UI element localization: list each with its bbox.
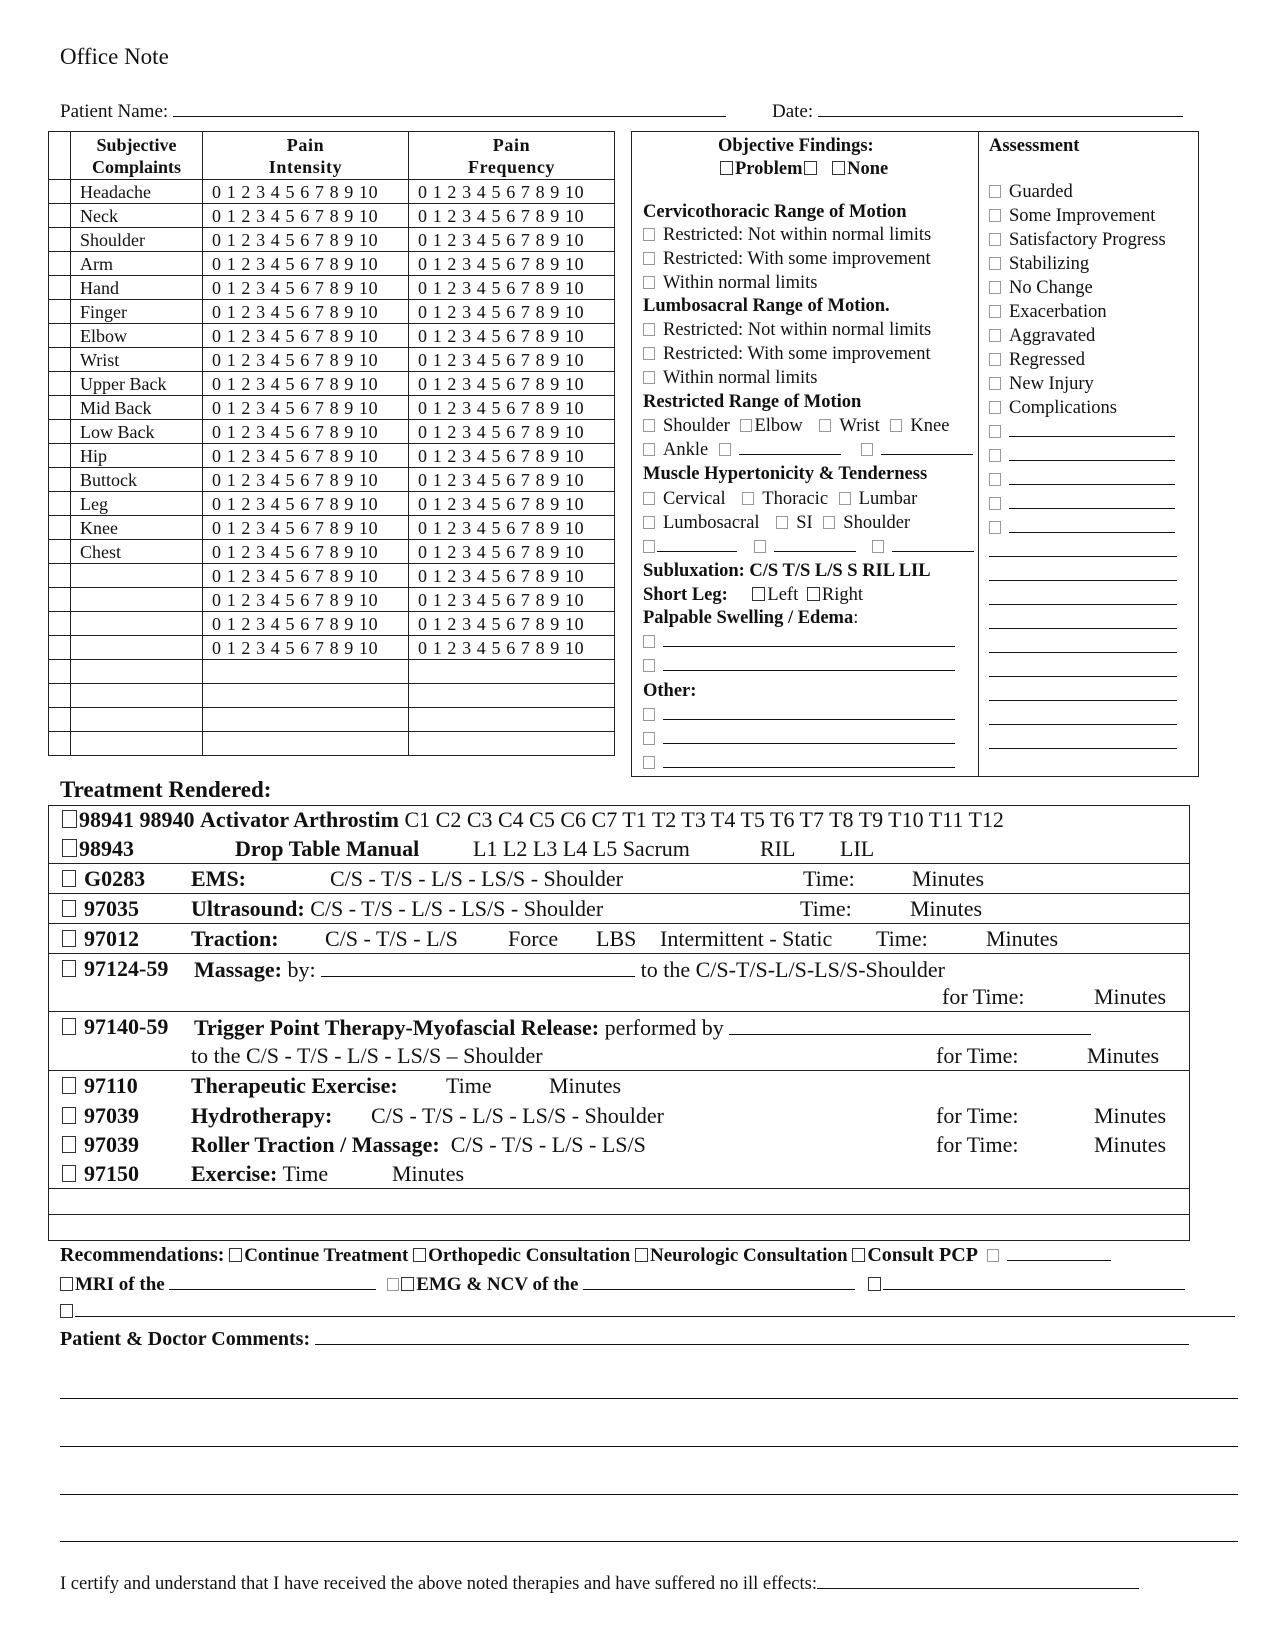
blank-cell[interactable] [203, 684, 409, 708]
pain-row [49, 348, 615, 372]
traction-row: 97012 [62, 926, 139, 952]
assessment-blank-line[interactable] [989, 492, 1175, 516]
cervico-within-limits[interactable]: Within normal limits [643, 271, 817, 295]
frequency-scale[interactable]: 0 1 2 3 4 5 6 7 8 9 10 [409, 204, 615, 228]
assessment-item[interactable]: Some Improvement [989, 204, 1155, 228]
complaint-cell [71, 564, 203, 588]
restricted-rom-title: Restricted Range of Motion [643, 392, 862, 412]
assessment-blank-line[interactable] [989, 724, 1177, 725]
complaint-cell: Elbow [71, 324, 203, 348]
row-marker-cell[interactable] [49, 180, 71, 204]
intensity-scale[interactable]: 0 1 2 3 4 5 6 7 8 9 10 [203, 228, 409, 252]
intensity-scale[interactable]: 0 1 2 3 4 5 6 7 8 9 10 [203, 420, 409, 444]
complaint-cell: Leg [71, 492, 203, 516]
cervico-restricted-not[interactable]: Restricted: Not within normal limits [643, 223, 931, 247]
comments-line[interactable] [60, 1446, 1238, 1447]
cervicothoracic-title: Cervicothoracic Range of Motion [643, 202, 907, 222]
rrom-ankle-row: Ankle [643, 438, 973, 462]
trigger-point-by-field[interactable] [729, 1014, 1091, 1035]
intensity-scale[interactable]: 0 1 2 3 4 5 6 7 8 9 10 [203, 636, 409, 660]
frequency-scale[interactable]: 0 1 2 3 4 5 6 7 8 9 10 [409, 276, 615, 300]
row-marker-cell[interactable] [49, 372, 71, 396]
muscle-row-2: Lumbosacral SI Shoulder [643, 511, 910, 535]
blank-cell[interactable] [409, 708, 615, 732]
row-marker-cell[interactable] [49, 324, 71, 348]
frequency-scale[interactable]: 0 1 2 3 4 5 6 7 8 9 10 [409, 228, 615, 252]
mri-checkbox[interactable] [60, 1277, 73, 1291]
ems-row: G0283 [62, 866, 145, 892]
pain-row [49, 204, 615, 228]
intensity-scale[interactable]: 0 1 2 3 4 5 6 7 8 9 10 [203, 468, 409, 492]
complaint-cell: Arm [71, 252, 203, 276]
frequency-scale[interactable]: 0 1 2 3 4 5 6 7 8 9 10 [409, 252, 615, 276]
frequency-scale[interactable]: 0 1 2 3 4 5 6 7 8 9 10 [409, 372, 615, 396]
intensity-scale[interactable]: 0 1 2 3 4 5 6 7 8 9 10 [203, 204, 409, 228]
comments-line[interactable] [60, 1494, 1238, 1495]
complaint-cell: Hand [71, 276, 203, 300]
assessment-item[interactable]: Exacerbation [989, 300, 1107, 324]
comments-line[interactable] [60, 1541, 1238, 1542]
trigger-point-row: 97140-59 [62, 1014, 168, 1040]
pain-row [49, 492, 615, 516]
signature-field[interactable] [817, 1572, 1139, 1589]
pain-row [49, 324, 615, 348]
problem-checkbox[interactable] [720, 161, 733, 175]
frequency-scale[interactable]: 0 1 2 3 4 5 6 7 8 9 10 [409, 516, 615, 540]
blank-cell[interactable] [409, 732, 615, 756]
other-line-3[interactable] [643, 751, 955, 775]
lumbo-restricted-some[interactable]: Restricted: With some improvement [643, 342, 931, 366]
drop-table-lil: LIL [840, 836, 875, 861]
checkbox[interactable] [989, 185, 1001, 198]
complaint-cell: Low Back [71, 420, 203, 444]
intensity-scale[interactable]: 0 1 2 3 4 5 6 7 8 9 10 [203, 444, 409, 468]
assessment-blank-line[interactable] [989, 748, 1177, 749]
lumbo-restricted-not[interactable]: Restricted: Not within normal limits [643, 318, 931, 342]
frequency-scale[interactable]: 0 1 2 3 4 5 6 7 8 9 10 [409, 348, 615, 372]
row-marker-cell[interactable] [49, 420, 71, 444]
row-marker-cell[interactable] [49, 516, 71, 540]
assessment-item[interactable]: Guarded [989, 180, 1073, 204]
row-marker-cell[interactable] [49, 492, 71, 516]
assessment-item[interactable]: Complications [989, 396, 1117, 420]
frequency-scale[interactable]: 0 1 2 3 4 5 6 7 8 9 10 [409, 492, 615, 516]
none-checkbox[interactable] [832, 161, 845, 175]
complaint-cell: Finger [71, 300, 203, 324]
row-marker-cell[interactable] [49, 612, 71, 636]
pain-row [49, 180, 615, 204]
lumbosacral-title: Lumbosacral Range of Motion. [643, 296, 890, 316]
checkbox[interactable] [989, 353, 1001, 366]
frequency-scale[interactable]: 0 1 2 3 4 5 6 7 8 9 10 [409, 180, 615, 204]
short-leg-row: Short Leg: Left Right [643, 585, 863, 605]
row-marker-cell[interactable] [49, 468, 71, 492]
complaint-cell: Knee [71, 516, 203, 540]
frequency-header: Pain Frequency [409, 132, 615, 180]
checkbox[interactable] [989, 329, 1001, 342]
intensity-header: Pain Intensity [203, 132, 409, 180]
blank-cell[interactable] [49, 684, 71, 708]
assessment-item[interactable]: Stabilizing [989, 252, 1089, 276]
frequency-scale[interactable]: 0 1 2 3 4 5 6 7 8 9 10 [409, 636, 615, 660]
intensity-scale[interactable]: 0 1 2 3 4 5 6 7 8 9 10 [203, 564, 409, 588]
row-marker-cell[interactable] [49, 564, 71, 588]
intensity-scale[interactable]: 0 1 2 3 4 5 6 7 8 9 10 [203, 300, 409, 324]
intensity-scale[interactable]: 0 1 2 3 4 5 6 7 8 9 10 [203, 372, 409, 396]
pain-row [49, 516, 615, 540]
frequency-scale[interactable]: 0 1 2 3 4 5 6 7 8 9 10 [409, 324, 615, 348]
complaint-cell: Shoulder [71, 228, 203, 252]
ultrasound-row: 97035 [62, 896, 139, 922]
muscle-row-3 [643, 535, 974, 559]
intensity-scale[interactable]: 0 1 2 3 4 5 6 7 8 9 10 [203, 324, 409, 348]
comments-field[interactable] [315, 1328, 1189, 1345]
recommendations-row-3 [60, 1300, 1235, 1323]
rrom-joints-row: Shoulder Elbow Wrist Knee [643, 414, 949, 438]
blank-cell[interactable] [203, 732, 409, 756]
assessment-item[interactable]: No Change [989, 276, 1093, 300]
row-marker-cell[interactable] [49, 540, 71, 564]
row-marker-cell[interactable] [49, 348, 71, 372]
other-line-2[interactable] [643, 727, 955, 751]
intensity-scale[interactable]: 0 1 2 3 4 5 6 7 8 9 10 [203, 180, 409, 204]
neurologic-checkbox[interactable] [635, 1248, 648, 1262]
checkbox[interactable] [989, 401, 1001, 414]
intensity-scale[interactable]: 0 1 2 3 4 5 6 7 8 9 10 [203, 612, 409, 636]
objective-title: Objective Findings: [718, 136, 874, 156]
blank-cell[interactable] [71, 684, 203, 708]
patient-name-row [60, 98, 726, 123]
consult-pcp-checkbox[interactable] [852, 1248, 865, 1262]
emg-checkbox[interactable] [401, 1277, 414, 1291]
massage-row: 97124-59 [62, 956, 168, 982]
pain-row [49, 228, 615, 252]
palpable-line-2[interactable] [643, 654, 955, 678]
continue-treatment-checkbox[interactable] [229, 1248, 242, 1262]
comments-line[interactable] [60, 1398, 1238, 1399]
checkbox[interactable] [989, 233, 1001, 246]
objective-problem-none: Problem None [720, 157, 888, 181]
intensity-scale[interactable]: 0 1 2 3 4 5 6 7 8 9 10 [203, 276, 409, 300]
blank-row [49, 660, 615, 684]
complaint-cell [71, 588, 203, 612]
complaint-cell: Buttock [71, 468, 203, 492]
assessment-blank-line[interactable] [989, 676, 1177, 677]
treatment-title: Treatment Rendered: [60, 777, 272, 802]
pain-row [49, 612, 615, 636]
assessment-blank-line[interactable] [989, 604, 1177, 605]
row-marker-cell[interactable] [49, 228, 71, 252]
row-marker-cell[interactable] [49, 444, 71, 468]
unlabeled-checkbox[interactable] [804, 161, 817, 175]
blank-cell[interactable] [71, 660, 203, 684]
complaints-header: Subjective Complaints [71, 132, 203, 180]
certification-row: I certify and understand that I have received the above noted therapies and have suffered no ill effects: [60, 1572, 1139, 1595]
row-marker-cell[interactable] [49, 636, 71, 660]
column-divider [978, 131, 979, 777]
pain-table [48, 131, 615, 756]
recommendations-row-2: MRI of the EMG & NCV of the [60, 1273, 1185, 1296]
assessment-blank-line[interactable] [989, 420, 1175, 444]
pain-row [49, 300, 615, 324]
muscle-row-1: Cervical Thoracic Lumbar [643, 487, 917, 511]
frequency-scale[interactable]: 0 1 2 3 4 5 6 7 8 9 10 [409, 468, 615, 492]
complaint-cell: Wrist [71, 348, 203, 372]
assessment-item[interactable]: Satisfactory Progress [989, 228, 1166, 252]
pain-row [49, 372, 615, 396]
frequency-scale[interactable]: 0 1 2 3 4 5 6 7 8 9 10 [409, 612, 615, 636]
row-marker-cell[interactable] [49, 300, 71, 324]
complaint-cell: Neck [71, 204, 203, 228]
assessment-blank-line[interactable] [989, 444, 1175, 468]
checkbox[interactable] [989, 377, 1001, 390]
frequency-scale[interactable]: 0 1 2 3 4 5 6 7 8 9 10 [409, 420, 615, 444]
complaint-cell: Hip [71, 444, 203, 468]
intensity-scale[interactable]: 0 1 2 3 4 5 6 7 8 9 10 [203, 348, 409, 372]
treatment-activator-row: 98941 98940 Activator Arthrostim C1 C2 C3 C4 C5 C6 C7 T1 T2 T3 T4 T5 T6 T7 T8 T9 T10 T11 T12 [62, 807, 1004, 833]
row-marker-cell[interactable] [49, 252, 71, 276]
pain-row [49, 564, 615, 588]
blank-row [49, 732, 615, 756]
complaint-cell: Headache [71, 180, 203, 204]
blank-cell[interactable] [71, 708, 203, 732]
muscle-title: Muscle Hypertonicity & Tenderness [643, 464, 928, 484]
comments-row: Patient & Doctor Comments: [60, 1328, 1189, 1351]
intensity-scale[interactable]: 0 1 2 3 4 5 6 7 8 9 10 [203, 396, 409, 420]
therapeutic-exercise-row: 97110 [62, 1073, 138, 1099]
assessment-blank-line[interactable] [989, 700, 1177, 701]
drop-table-label: Drop Table Manual [235, 836, 420, 861]
blank-cell[interactable] [409, 684, 615, 708]
patient-name-label: Patient Name: [60, 101, 169, 122]
intensity-scale[interactable]: 0 1 2 3 4 5 6 7 8 9 10 [203, 516, 409, 540]
frequency-scale[interactable]: 0 1 2 3 4 5 6 7 8 9 10 [409, 540, 615, 564]
row-marker-cell[interactable] [49, 204, 71, 228]
frequency-scale[interactable]: 0 1 2 3 4 5 6 7 8 9 10 [409, 444, 615, 468]
checkbox[interactable] [989, 281, 1001, 294]
massage-by-field[interactable] [321, 956, 635, 977]
blank-cell[interactable] [49, 660, 71, 684]
pain-row [49, 444, 615, 468]
complaint-cell [71, 612, 203, 636]
pain-row [49, 420, 615, 444]
drop-table-levels: L1 L2 L3 L4 L5 Sacrum [473, 836, 690, 861]
complaint-cell [71, 636, 203, 660]
recommendations-row: Recommendations: Continue Treatment Orthopedic Consultation Neurologic Consultation Consult PCP [60, 1244, 1111, 1267]
checkbox[interactable] [989, 257, 1001, 270]
blank-cell[interactable] [49, 708, 71, 732]
hydrotherapy-row: 97039 [62, 1103, 139, 1129]
blank-row [49, 708, 615, 732]
blank-cell[interactable] [203, 660, 409, 684]
blank-cell[interactable] [71, 732, 203, 756]
complaint-cell: Upper Back [71, 372, 203, 396]
assessment-title: Assessment [989, 136, 1080, 156]
intensity-scale[interactable]: 0 1 2 3 4 5 6 7 8 9 10 [203, 252, 409, 276]
assessment-item[interactable]: Aggravated [989, 324, 1095, 348]
assessment-item[interactable]: Regressed [989, 348, 1085, 372]
date-label: Date: [772, 101, 814, 122]
blank-row [49, 684, 615, 708]
blank-cell[interactable] [409, 660, 615, 684]
checkbox[interactable] [989, 209, 1001, 222]
drop-table-ril: RIL [760, 836, 796, 861]
short-leg-left-checkbox[interactable] [752, 587, 765, 601]
intensity-scale[interactable]: 0 1 2 3 4 5 6 7 8 9 10 [203, 492, 409, 516]
row-marker-cell[interactable] [49, 588, 71, 612]
subluxation-line: Subluxation: C/S T/S L/S S RIL LIL [643, 561, 931, 581]
assessment-blank-line[interactable] [989, 652, 1177, 653]
assessment-blank-line[interactable] [989, 628, 1177, 629]
pain-row [49, 252, 615, 276]
checkbox[interactable] [989, 305, 1001, 318]
pain-row [49, 396, 615, 420]
row-marker-cell[interactable] [49, 396, 71, 420]
date-field[interactable] [818, 98, 1183, 117]
pain-row [49, 636, 615, 660]
pain-row [49, 540, 615, 564]
treatment-drop-table-row: 98943 [62, 836, 134, 862]
lumbo-within-limits[interactable]: Within normal limits [643, 366, 817, 390]
intensity-scale[interactable]: 0 1 2 3 4 5 6 7 8 9 10 [203, 588, 409, 612]
pain-row [49, 468, 615, 492]
pain-row [49, 276, 615, 300]
assessment-blank-line[interactable] [989, 468, 1175, 492]
palpable-line-1[interactable] [643, 630, 955, 654]
other-line-1[interactable] [643, 703, 955, 727]
row-marker-cell[interactable] [49, 276, 71, 300]
assessment-item[interactable]: New Injury [989, 372, 1094, 396]
intensity-scale[interactable]: 0 1 2 3 4 5 6 7 8 9 10 [203, 540, 409, 564]
frequency-scale[interactable]: 0 1 2 3 4 5 6 7 8 9 10 [409, 564, 615, 588]
blank-cell[interactable] [203, 708, 409, 732]
blank-cell[interactable] [49, 732, 71, 756]
complaint-cell: Mid Back [71, 396, 203, 420]
orthopedic-checkbox[interactable] [413, 1248, 426, 1262]
assessment-blank-line[interactable] [989, 516, 1175, 540]
cervico-restricted-some[interactable]: Restricted: With some improvement [643, 247, 931, 271]
pain-row [49, 588, 615, 612]
complaint-cell: Chest [71, 540, 203, 564]
frequency-scale[interactable]: 0 1 2 3 4 5 6 7 8 9 10 [409, 396, 615, 420]
page-title: Office Note [60, 44, 169, 69]
assessment-blank-line[interactable] [989, 580, 1177, 581]
short-leg-right-checkbox[interactable] [807, 587, 820, 601]
patient-name-field[interactable] [173, 98, 726, 117]
exercise-row: 97150 [62, 1161, 139, 1187]
palpable-title: Palpable Swelling / Edema: [643, 608, 859, 628]
frequency-scale[interactable]: 0 1 2 3 4 5 6 7 8 9 10 [409, 588, 615, 612]
roller-traction-row: 97039 [62, 1132, 139, 1158]
date-row [772, 98, 1183, 123]
frequency-scale[interactable]: 0 1 2 3 4 5 6 7 8 9 10 [409, 300, 615, 324]
assessment-blank-line[interactable] [989, 556, 1177, 557]
other-title: Other: [643, 681, 697, 701]
